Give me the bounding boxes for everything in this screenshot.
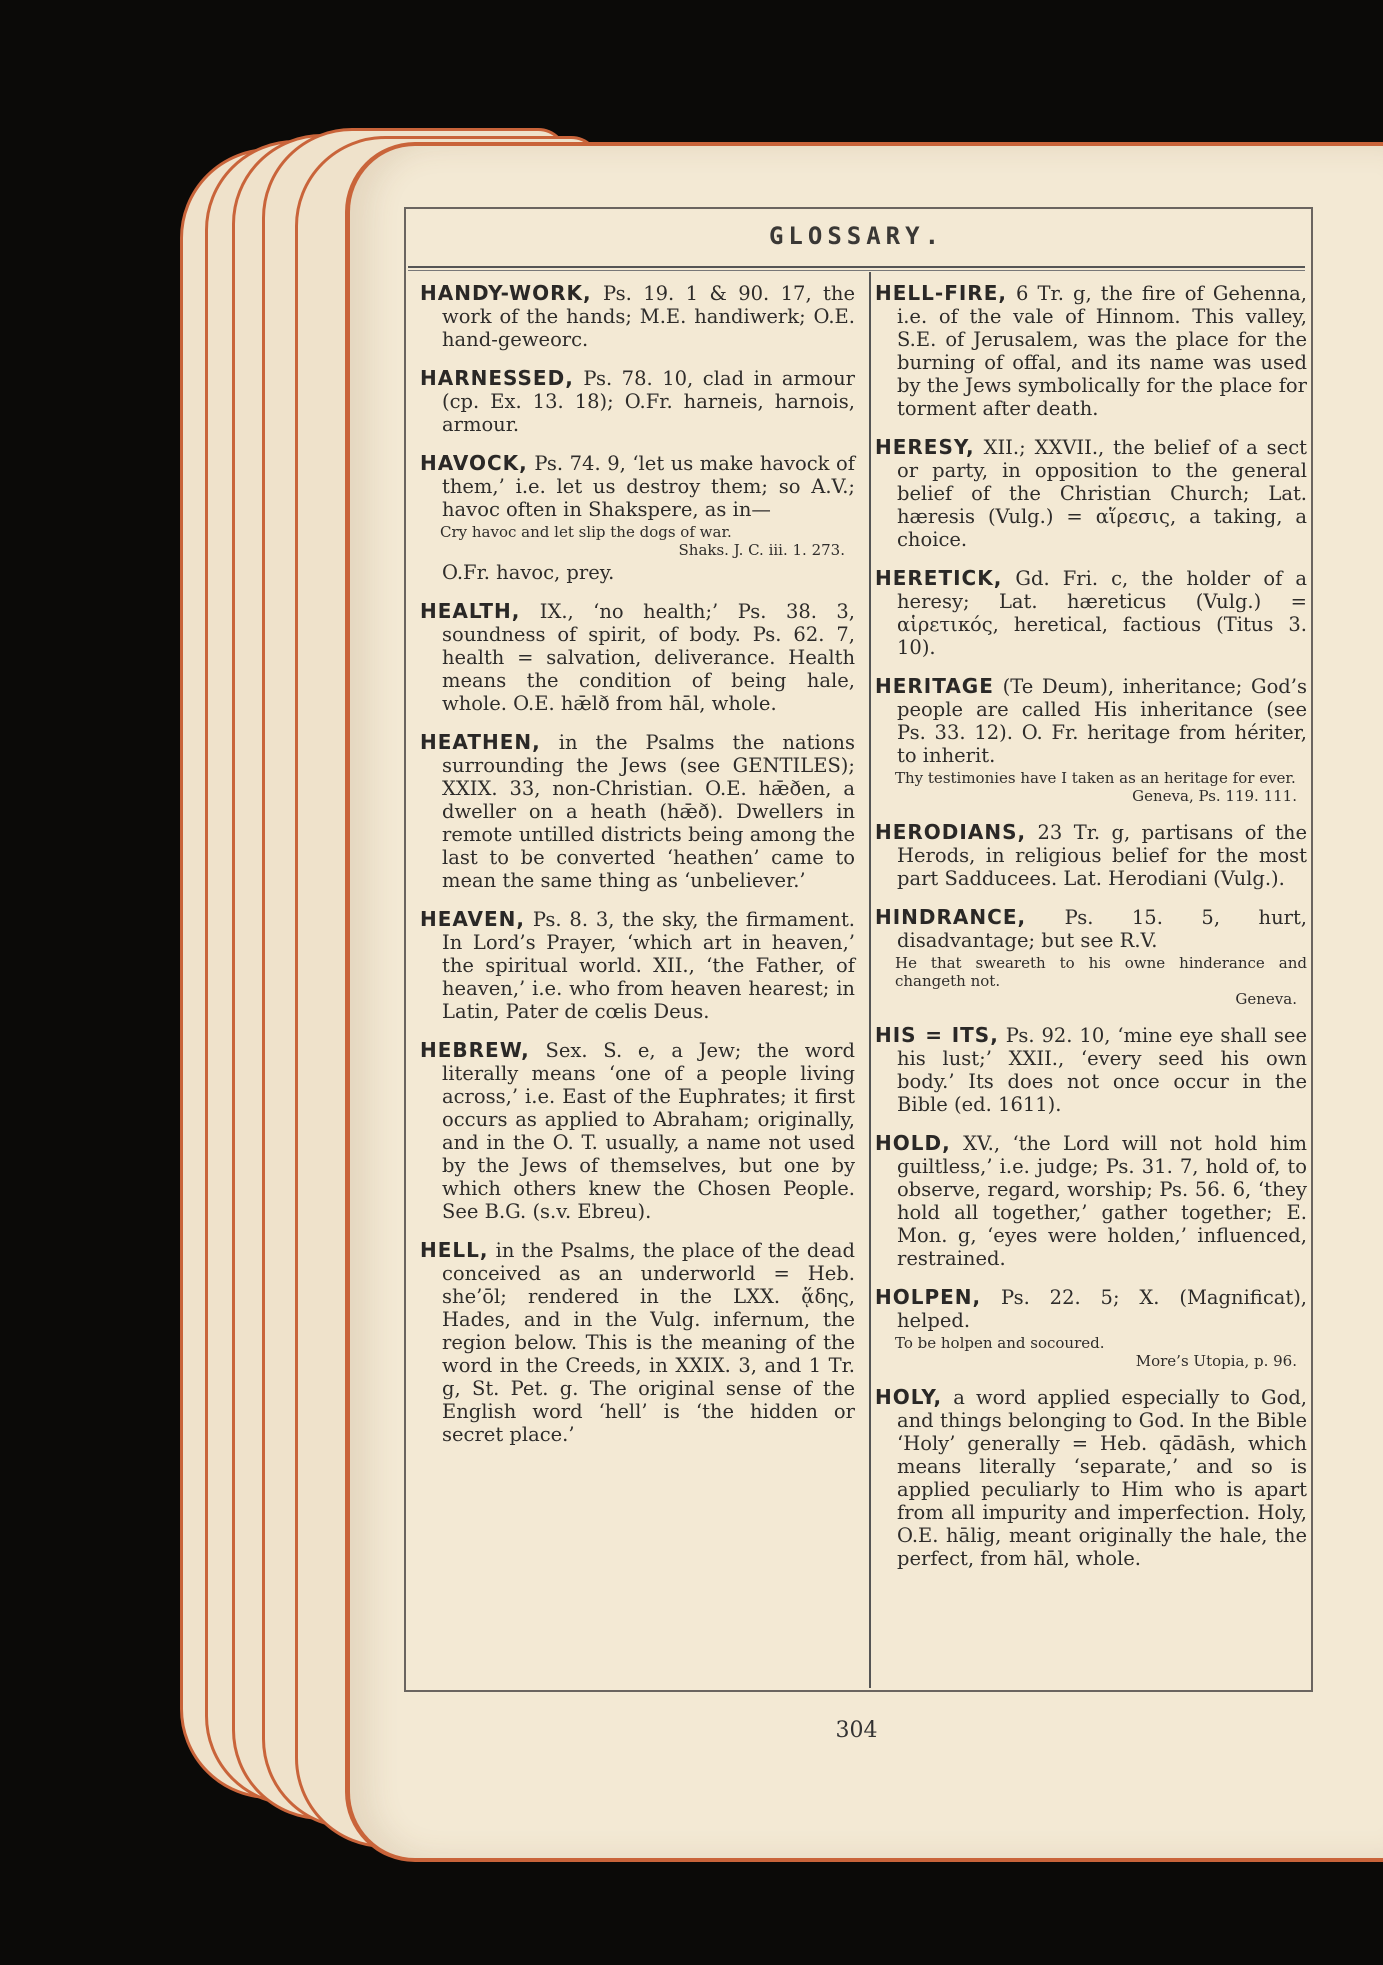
entry-body: Ps. 15. 5, hurt, disadvantage; but see R.V. — [897, 906, 1307, 952]
entry-body: Gd. Fri. c, the holder of a heresy; Lat. hæreticus (Vulg.) = αἱρετικός, heretical, factious (Titus 3. 10). — [897, 567, 1307, 659]
glossary-entry — [420, 600, 855, 715]
entry-headword: HERETICK, — [875, 566, 1003, 590]
entry-body: Ps. 78. 10, clad in armour (cp. Ex. 13. 18); O.Fr. harneis, harnois, armour. — [442, 367, 855, 436]
glossary-entry — [875, 1386, 1307, 1570]
entry-body: Ps. 19. 1 & 90. 17, the work of the hands; M.E. handiwerk; O.E. hand-geweorc. — [442, 282, 855, 351]
page-number: 304 — [835, 1718, 878, 1743]
glossary-entry — [420, 452, 855, 584]
entry-definition — [875, 1132, 1307, 1270]
entry-quotation — [895, 954, 1307, 1008]
right-column — [875, 282, 1307, 1586]
entry-headword: HEATHEN, — [420, 730, 541, 754]
entry-headword: HIS = ITS, — [875, 1023, 999, 1047]
entry-definition — [875, 436, 1307, 551]
entry-body: (Te Deum), inheritance; God’s people are called His inheritance (see Ps. 33. 12). O. Fr. heritage from hériter, to inherit. — [897, 675, 1307, 767]
entry-headword: HAVOCK, — [420, 451, 528, 475]
entry-body: in the Psalms the nations surrounding the Jews (see GENTILES); XXIX. 33, non-Christian. O.E. hǣðen, a dweller on a heath (hǣð). Dwellers in remote untilled districts being among the last to be converted ‘heathen’ came to mean the same thing as ‘unbeliever.’ — [442, 731, 855, 892]
entry-headword: HINDRANCE, — [875, 905, 1027, 929]
entry-body: Sex. S. e, a Jew; the word literally means ‘one of a people living across,’ i.e. East of the Euphrates; it first occurs as applied to Abraham; originally, and in the O. T. usually, a name not used by the Jews of themselves, but one by which others knew the Chosen People. See B.G. (s.v. Ebreu). — [442, 1039, 855, 1223]
entry-definition — [420, 367, 855, 436]
entry-headword: HEAVEN, — [420, 907, 525, 931]
entry-definition — [875, 675, 1307, 767]
title-rule — [408, 266, 1305, 268]
entry-tail: O.Fr. havoc, prey. — [442, 561, 615, 584]
entry-definition — [420, 731, 855, 892]
glossary-entry — [875, 906, 1307, 1008]
quotation-text: Cry havoc and let slip the dogs of war. — [440, 523, 732, 541]
glossary-entry — [420, 731, 855, 892]
entry-headword: HERODIANS, — [875, 820, 1027, 844]
entry-headword: HARNESSED, — [420, 366, 574, 390]
entry-definition — [875, 282, 1307, 420]
entry-body: in the Psalms, the place of the dead conceived as an underworld = Heb. she’ōl; rendered in the LXX. ᾅδης, Hades, and in the Vulg. infernum, the region below. This is the meaning of the word in the Creeds, in XXIX. 3, and 1 Tr. g, St. Pet. g. The original sense of the English word ‘hell’ is ‘the hidden or secret place.’ — [442, 1239, 855, 1446]
entry-definition — [875, 1286, 1307, 1332]
entry-quotation — [895, 1334, 1307, 1370]
entry-body: a word applied especially to God, and things belonging to God. In the Bible ‘Holy’ generally = Heb. qādāsh, which means literally ‘separate,’ and so is applied peculiarly to Him who is apart from all impurity and imperfection. Holy, O.E. hālig, meant originally the hale, the perfect, from hāl, whole. — [897, 1386, 1308, 1570]
entry-headword: HEALTH, — [420, 599, 521, 623]
entry-body: XV., ‘the Lord will not hold him guiltless,’ i.e. judge; Ps. 31. 7, hold of, to observe, regard, worship; Ps. 56. 6, ‘they hold all together,’ gather together; E. Mon. g, ‘eyes were holden,’ influenced, restrained. — [897, 1132, 1307, 1270]
entry-headword: HOLY, — [875, 1385, 943, 1409]
glossary-entry — [420, 908, 855, 1023]
quotation-text: Thy testimonies have I taken as an heritage for ever. — [895, 769, 1296, 787]
glossary-entry — [875, 675, 1307, 805]
left-column — [420, 282, 855, 1462]
entry-headword: HERESY, — [875, 435, 975, 459]
entry-body: Ps. 22. 5; X. (Magnificat), helped. — [897, 1286, 1308, 1332]
entry-headword: HELL-FIRE, — [875, 281, 1007, 305]
entry-body: Ps. 74. 9, ‘let us make havock of them,’ i.e. let us destroy them; so A.V.; havoc often in Shakspere, as in— — [442, 452, 855, 521]
quotation-source: Shaks. J. C. iii. 1. 273. — [678, 541, 845, 559]
entry-definition — [420, 282, 855, 351]
entry-headword: HOLD, — [875, 1131, 951, 1155]
quotation-text: He that sweareth to his owne hinderance and changeth not. — [895, 954, 1307, 990]
glossary-entry — [420, 1239, 855, 1446]
entry-headword: HOLPEN, — [875, 1285, 982, 1309]
entry-definition — [875, 1386, 1307, 1570]
glossary-entry — [875, 821, 1307, 890]
quotation-text: To be holpen and socoured. — [895, 1334, 1105, 1352]
entry-definition — [420, 1239, 855, 1446]
glossary-entry — [875, 567, 1307, 659]
entry-definition — [420, 1039, 855, 1223]
entry-definition — [420, 600, 855, 715]
page-title: GLOSSARY. — [768, 222, 945, 250]
entry-body: XII.; XXVII., the belief of a sect or party, in opposition to the general belief of the Christian Church; Lat. hæresis (Vulg.) = αἵρεσις, a taking, a choice. — [897, 436, 1307, 551]
entry-headword: HELL, — [420, 1238, 489, 1262]
entry-body: 23 Tr. g, partisans of the Herods, in religious belief for the most part Sadducees. Lat. Herodiani (Vulg.). — [897, 821, 1308, 890]
glossary-entry — [875, 1024, 1307, 1116]
entry-headword: HANDY-WORK, — [420, 281, 592, 305]
glossary-entry — [420, 1039, 855, 1223]
quotation-source: Geneva. — [1235, 990, 1297, 1008]
glossary-entry — [875, 1286, 1307, 1370]
quotation-source: Geneva, Ps. 119. 111. — [1132, 787, 1297, 805]
title-rule — [408, 270, 1305, 271]
entry-body: Ps. 92. 10, ‘mine eye shall see his lust;’ XXII., ‘every seed his own body.’ Its does not once occur in the Bible (ed. 1611). — [897, 1024, 1308, 1116]
entry-body: 6 Tr. g, the fire of Gehenna, i.e. of the vale of Hinnom. This valley, S.E. of Jerusalem, was the place for the burning of offal, and its name was used by the Jews symbolically for the place for torment after death. — [897, 282, 1307, 420]
glossary-entry — [875, 436, 1307, 551]
entry-definition — [875, 1024, 1307, 1116]
glossary-entry — [875, 1132, 1307, 1270]
entry-body: IX., ‘no health;’ Ps. 38. 3, soundness of spirit, of body. Ps. 62. 7, health = salvation, deliverance. Health means the condition of being hale, whole. O.E. hǣlð from hāl, whole. — [442, 600, 856, 715]
entry-quotation — [895, 769, 1307, 805]
entry-definition — [875, 821, 1307, 890]
glossary-entry — [420, 282, 855, 351]
entry-body: Ps. 8. 3, the sky, the firmament. In Lord’s Prayer, ‘which art in heaven,’ the spiritual world. XII., ‘the Father, of heaven,’ i.e. who from heaven hearest; in Latin, Pater de cœlis Deus. — [442, 908, 856, 1023]
column-divider — [869, 272, 871, 1688]
entry-definition — [875, 906, 1307, 952]
entry-definition — [875, 567, 1307, 659]
entry-headword: HEBREW, — [420, 1038, 530, 1062]
glossary-entry — [420, 367, 855, 436]
entry-definition — [420, 908, 855, 1023]
entry-quotation — [440, 523, 855, 559]
entry-headword: HERITAGE — [875, 674, 994, 698]
glossary-entry — [875, 282, 1307, 420]
quotation-source: More’s Utopia, p. 96. — [1135, 1352, 1297, 1370]
entry-definition — [420, 452, 855, 521]
